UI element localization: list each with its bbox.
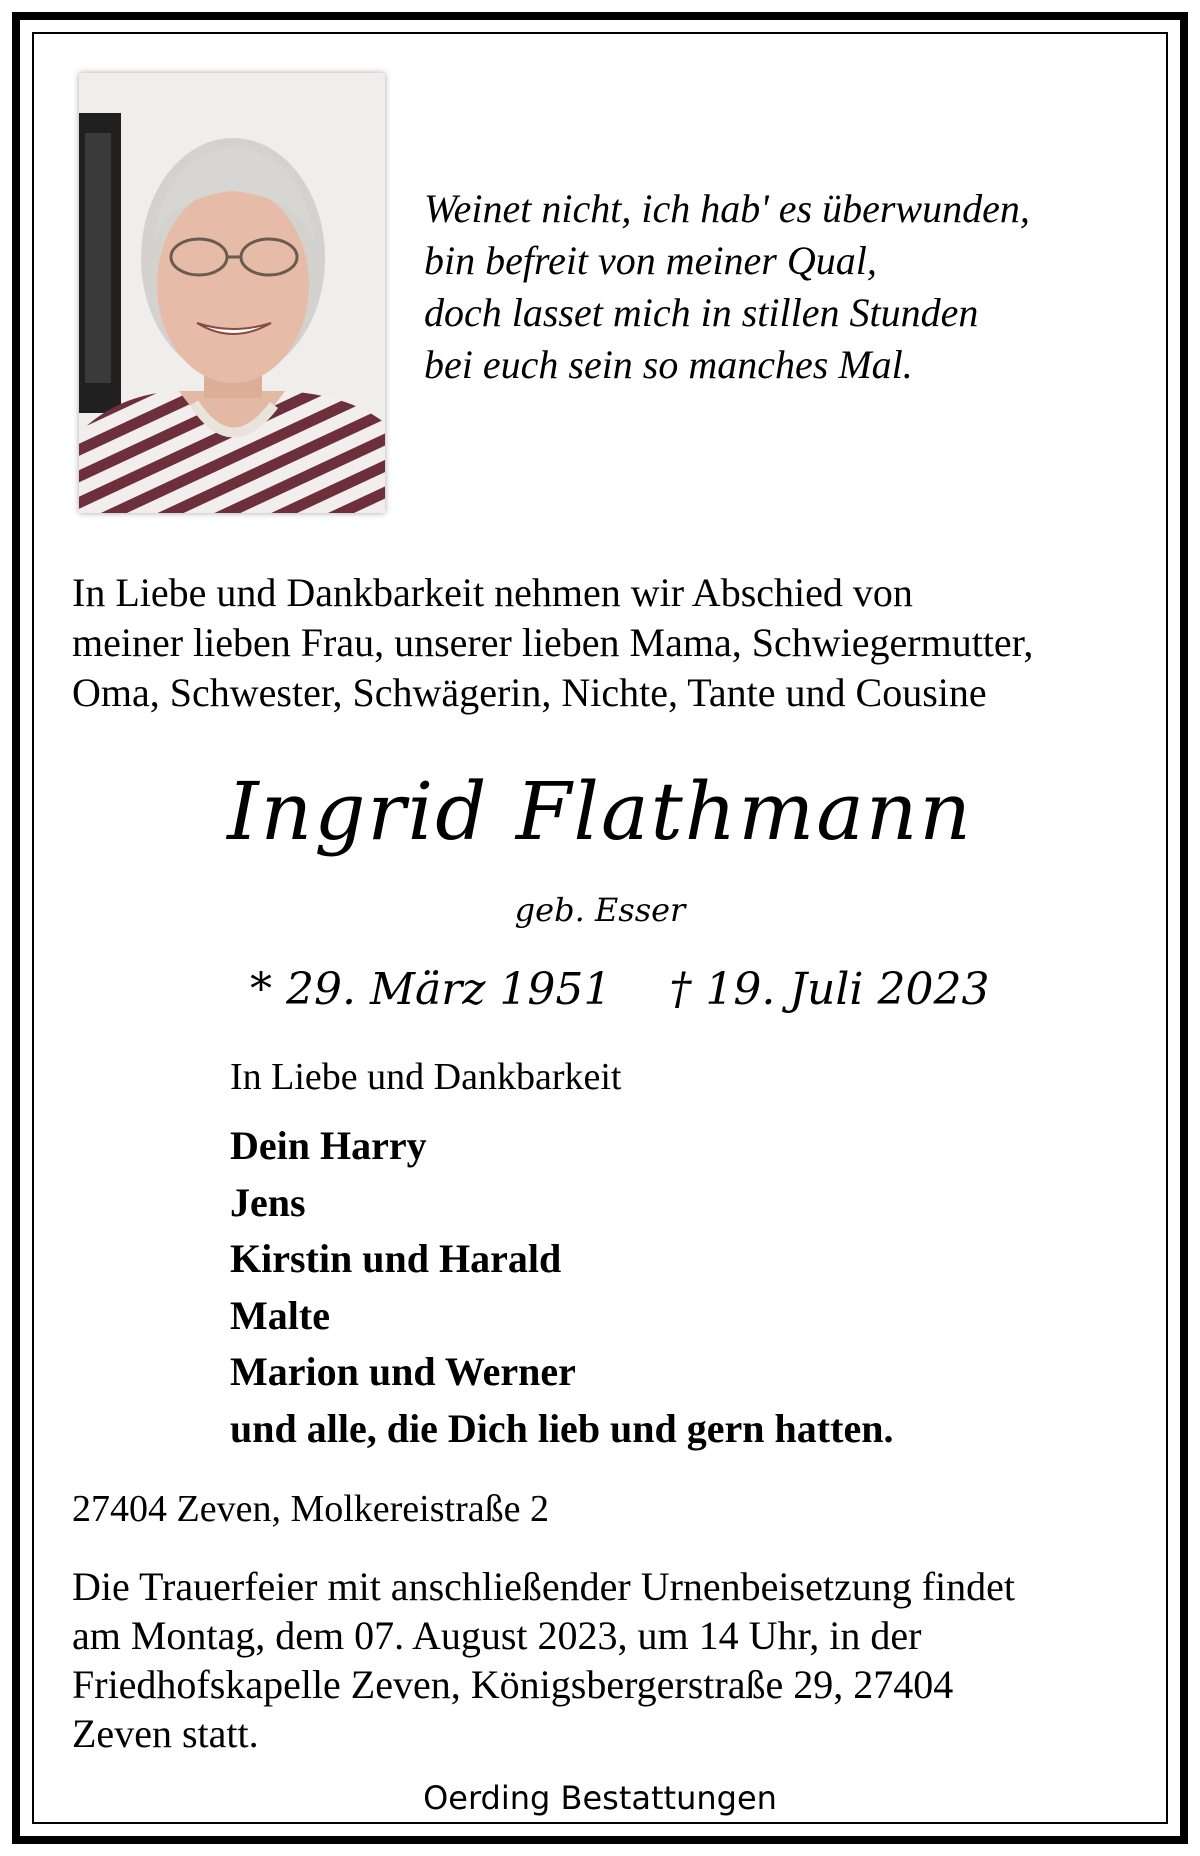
- deceased-name: Ingrid Flathmann: [227, 765, 973, 858]
- birth-date: * 29. März 1951: [250, 964, 612, 1015]
- intro-line: In Liebe und Dankbarkeit nehmen wir Abschied von: [72, 570, 913, 615]
- ceremony-notice: [72, 1562, 1015, 1758]
- ceremony-line: Friedhofskapelle Zeven, Königsbergerstraße 29, 27404: [72, 1662, 954, 1707]
- ceremony-line: Zeven statt.: [72, 1711, 259, 1756]
- verse-line: Weinet nicht, ich hab' es überwunden,: [424, 186, 1030, 231]
- life-dates: [250, 960, 989, 1020]
- mourner: Jens: [230, 1179, 306, 1225]
- death-date: † 19. Juli 2023: [669, 964, 990, 1015]
- portrait-photo: [79, 73, 385, 513]
- mourners-list: [230, 1118, 893, 1457]
- mourner: Dein Harry: [230, 1123, 427, 1168]
- mourner: Kirstin und Harald: [230, 1236, 562, 1281]
- ceremony-line: Die Trauerfeier mit anschließender Urnenbeisetzung findet: [72, 1564, 1016, 1609]
- maiden-name: geb. Esser: [514, 891, 686, 929]
- undertaker-name: Oerding Bestattungen: [423, 1779, 777, 1817]
- memorial-verse: [424, 183, 1030, 391]
- ceremony-line: am Montag, dem 07. August 2023, um 14 Uhr, in der: [72, 1613, 922, 1658]
- mourner: Malte: [230, 1292, 330, 1338]
- thanks-line: In Liebe und Dankbarkeit: [230, 1056, 622, 1098]
- family-address: 27404 Zeven, Molkereistraße 2: [72, 1488, 549, 1530]
- farewell-intro: [72, 568, 1033, 718]
- verse-line: bin befreit von meiner Qual,: [424, 238, 877, 283]
- intro-line: meiner lieben Frau, unserer lieben Mama, Schwiegermutter,: [72, 620, 1034, 665]
- verse-line: bei euch sein so manches Mal.: [424, 342, 913, 387]
- mourner: Marion und Werner: [230, 1349, 576, 1394]
- intro-line: Oma, Schwester, Schwägerin, Nichte, Tante und Cousine: [72, 670, 987, 715]
- mourner: und alle, die Dich lieb und gern hatten.: [230, 1405, 894, 1451]
- verse-line: doch lasset mich in stillen Stunden: [424, 290, 979, 335]
